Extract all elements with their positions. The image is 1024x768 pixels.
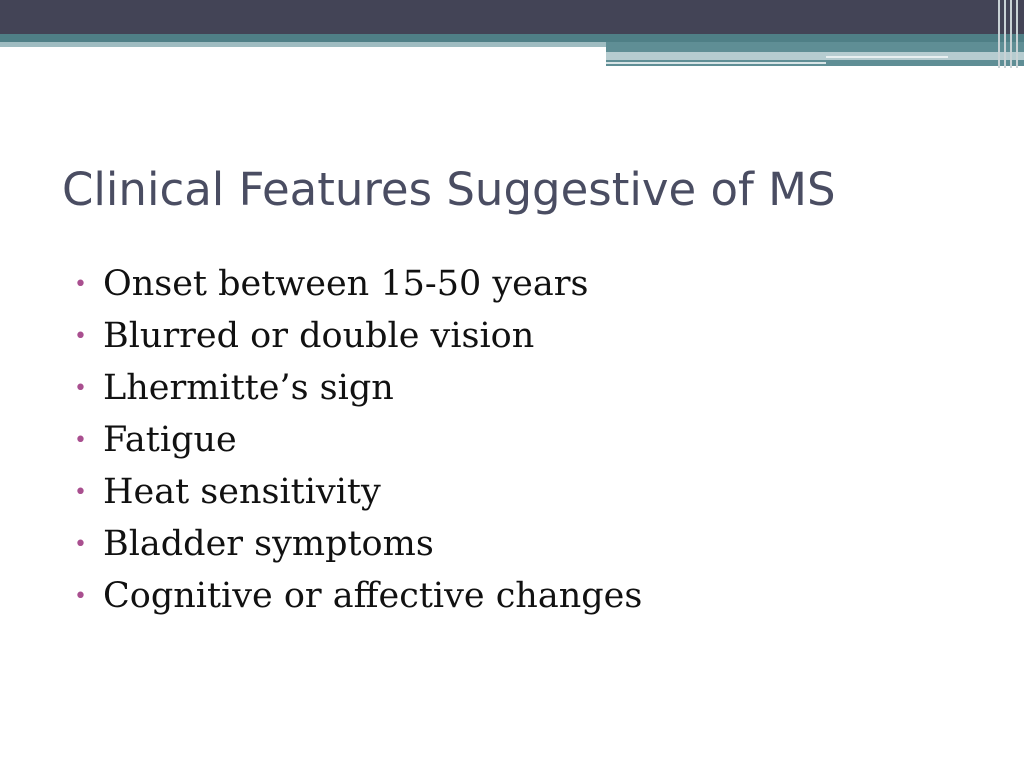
bullet-item bbox=[74, 362, 974, 414]
bullet-item bbox=[74, 570, 974, 622]
slide-title: Clinical Features Suggestive of MS bbox=[62, 163, 836, 216]
bullet-marker-icon: • bbox=[74, 272, 87, 297]
bullet-marker-icon: • bbox=[74, 480, 87, 505]
bullet-text: Heat sensitivity bbox=[103, 472, 381, 512]
header-tab-highlight bbox=[606, 52, 1024, 60]
bullet-item bbox=[74, 466, 974, 518]
bullet-marker-icon: • bbox=[74, 584, 87, 609]
bullet-marker-icon: • bbox=[74, 376, 87, 401]
bullet-list bbox=[74, 258, 974, 622]
header-band-dark bbox=[0, 0, 1024, 34]
bullet-item bbox=[74, 310, 974, 362]
bullet-text: Onset between 15-50 years bbox=[103, 264, 589, 304]
bullet-text: Lhermitte’s sign bbox=[103, 368, 394, 408]
bullet-text: Cognitive or affective changes bbox=[103, 576, 643, 616]
bullet-text: Bladder symptoms bbox=[103, 524, 434, 564]
bullet-marker-icon: • bbox=[74, 428, 87, 453]
bullet-item bbox=[74, 518, 974, 570]
header-band-teal bbox=[0, 34, 1024, 42]
bullet-marker-icon: • bbox=[74, 532, 87, 557]
bullet-marker-icon: • bbox=[74, 324, 87, 349]
bullet-item bbox=[74, 258, 974, 310]
header-rule-2 bbox=[826, 56, 948, 58]
bullet-item bbox=[74, 414, 974, 466]
bullet-text: Blurred or double vision bbox=[103, 316, 535, 356]
bullet-text: Fatigue bbox=[103, 420, 237, 460]
header-rule-1 bbox=[606, 62, 826, 64]
header-stripes bbox=[994, 0, 1024, 68]
